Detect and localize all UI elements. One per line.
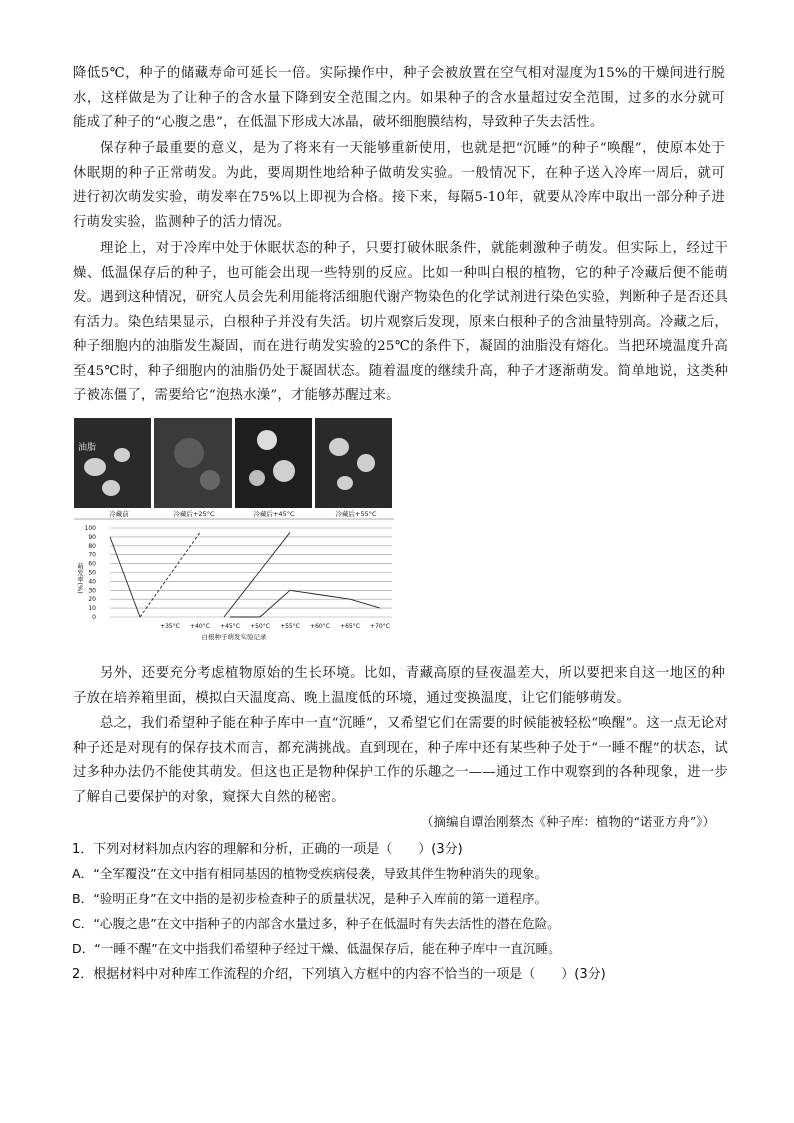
question-1-option-b: B．“验明正身”在文中指的是初步检查种子的质量状况，是种子入库前的第一道程序。 bbox=[72, 891, 548, 906]
chart-y-tick: 100 bbox=[84, 525, 96, 532]
chart-y-tick: 70 bbox=[88, 551, 96, 559]
chart-y-label: 萌发率(%) bbox=[76, 563, 84, 594]
seed-experiment-figure bbox=[74, 418, 394, 640]
question-1-option-d: D．“一睡不醒”在文中指我们希望种子经过干燥、低温保存后，能在种子库中一直沉睡。 bbox=[72, 941, 561, 956]
chart-x-tick: +35°C bbox=[160, 623, 180, 630]
chart-x-tick: +50°C bbox=[250, 623, 270, 630]
chart-y-tick: 10 bbox=[88, 605, 96, 613]
paragraph-5: 总之，我们希望种子能在种子库中一直“沉睡”，又希望它们在需要的时候能被轻松“唤醒”。这一点无论对种子还是对现有的保存技术而言，都充满挑战。直到现在，种子库中还有某些种子处于“一睡不醒”的状态，试过多种办法仍不能使其萌发。但这也正是物种保护工作的乐趣之一——通过工作中观察到的各种现象，进一步了解自己要保护的对象，窥探大自然的秘密。 bbox=[73, 716, 728, 805]
chart-y-tick: 0 bbox=[92, 614, 96, 621]
chart-column-header: 冷藏后+45°C bbox=[253, 510, 295, 518]
question-2: 2．根据材料中对种库工作流程的介绍，下列填入方框中的内容不恰当的一项是（ ）(3分) bbox=[72, 967, 606, 982]
chart-y-tick: 60 bbox=[88, 560, 96, 568]
chart-y-tick: 50 bbox=[88, 569, 96, 577]
micrograph-before-cold bbox=[74, 418, 151, 508]
micrograph-cold-25 bbox=[154, 418, 231, 508]
chart-x-tick: +55°C bbox=[280, 623, 300, 630]
chart-y-tick: 80 bbox=[88, 542, 96, 550]
source-citation: （摘编自谭治刚蔡杰《种子库：植物的“诺亚方舟”》） bbox=[420, 814, 715, 829]
paragraph-2: 保存种子最重要的意义，是为了将来有一天能够重新使用，也就是把“沉睡”的种子“唤醒”，使原本处于休眠期的种子正常萌发。为此，要周期性地给种子做萌发实验。一般情况下，在种子送入冷库一周后，就可进行初次萌发实验，萌发率在75%以上即视为合格。接下来，每隔5-10年，就要从冷库中取出一部分种子进行萌发实验，监测种子的活力情况。 bbox=[73, 141, 725, 230]
micrograph-cold-45 bbox=[235, 418, 312, 508]
micrograph-strip bbox=[74, 418, 392, 508]
paragraph-3: 理论上，对于冷库中处于休眠状态的种子，只要打破休眠条件，就能刺激种子萌发。但实际上，经过干燥、低温保存后的种子，也可能会出现一些特别的反应。比如一种叫白根的植物，它的种子冷藏后便不能萌发。遇到这种情况，研究人员会先利用能将活细胞代谢产物染色的化学试剂进行染色实验，判断种子是否还具有活力。染色结果显示，白根种子并没有失活。切片观察后发现，原来白根种子的含油量特别高。冷藏之后，种子细胞内的油脂发生凝固，而在进行萌发实验的25℃的条件下，凝固的油脂没有熔化。当把环境温度升高至45℃时，种子细胞内的油脂仍处于凝固状态。随着温度的继续升高，种子才逐渐萌发。简单地说，这类种子被冻僵了，需要给它“泡热水澡”，才能够苏醒过来。 bbox=[73, 241, 728, 403]
micrograph-cold-55 bbox=[315, 418, 392, 508]
chart-y-tick: 90 bbox=[88, 533, 96, 541]
chart-series-line bbox=[230, 590, 380, 617]
germination-chart bbox=[74, 507, 394, 640]
chart-column-header: 冷藏后+25°C bbox=[173, 510, 215, 518]
paragraph-1: 降低5℃，种子的储藏寿命可延长一倍。实际操作中，种子会被放置在空气相对湿度为15%的干燥间进行脱水，这样做是为了让种子的含水量下降到安全范围之内。如果种子的含水量超过安全范围，过多的水分就可能成了种子的“心腹之患”，在低温下形成大冰晶，破坏细胞膜结构，导致种子失去活性。 bbox=[73, 66, 725, 130]
chart-y-tick: 20 bbox=[88, 596, 96, 604]
chart-title: 白根种子萌发实验记录 bbox=[201, 633, 267, 640]
question-1-option-a: A．“全军覆没”在文中指有相同基因的植物受疾病侵袭，导致其伴生物种消失的现象。 bbox=[72, 866, 548, 881]
paragraph-4: 另外，还要充分考虑植物原始的生长环境。比如，青藏高原的昼夜温差大，所以要把来自这一地区的种子放在培养箱里面，模拟白天温度高、晚上温度低的环境，通过变换温度，让它们能够萌发。 bbox=[73, 666, 725, 706]
chart-x-tick: +70°C bbox=[370, 623, 390, 630]
chart-x-tick: +60°C bbox=[310, 623, 330, 630]
chart-y-tick: 30 bbox=[88, 587, 96, 595]
chart-x-tick: +40°C bbox=[190, 623, 210, 630]
question-1: 1．下列对材料加点内容的理解和分析，正确的一项是（ ）(3分) bbox=[72, 842, 463, 857]
chart-column-header: 冷藏前 bbox=[109, 510, 129, 518]
chart-column-header: 冷藏后+55°C bbox=[335, 510, 377, 518]
chart-x-tick: +45°C bbox=[220, 623, 240, 630]
chart-series-line bbox=[110, 537, 140, 617]
chart-x-tick: +65°C bbox=[340, 623, 360, 630]
question-1-option-c: C．“心腹之患”在文中指种子的内部含水量过多，种子在低温时有失去活性的潜在危险。 bbox=[72, 916, 560, 931]
oil-label: 油脂 bbox=[78, 443, 97, 453]
chart-series-line bbox=[140, 532, 200, 617]
chart-series-line bbox=[224, 532, 290, 617]
chart-y-tick: 40 bbox=[88, 578, 96, 586]
